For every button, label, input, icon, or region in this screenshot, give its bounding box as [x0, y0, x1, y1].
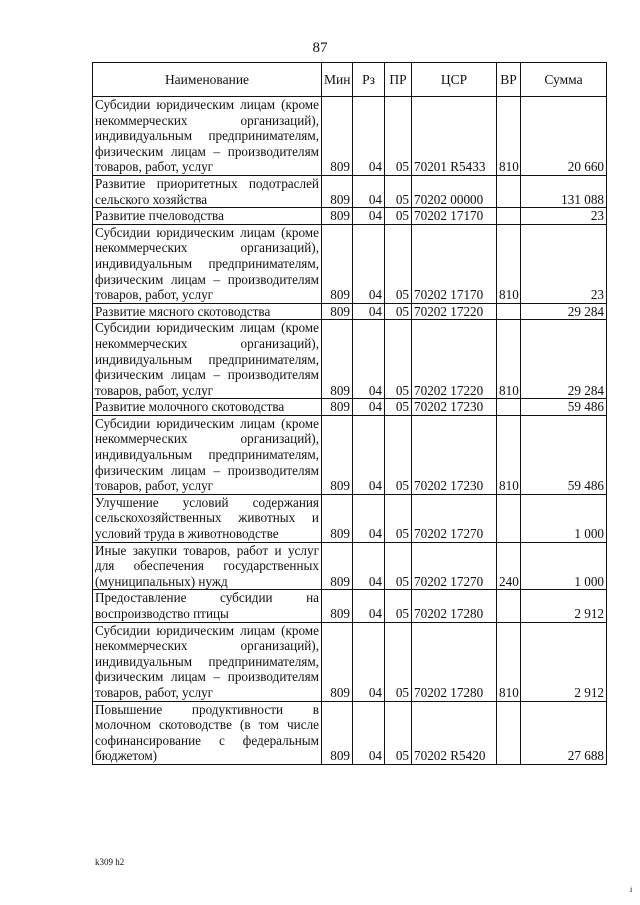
row-csr: 70201 R5433 — [412, 97, 497, 176]
column-header-sum: Сумма — [521, 63, 607, 97]
row-pr: 05 — [385, 399, 412, 416]
row-min: 809 — [322, 224, 353, 303]
column-header-rz: Рз — [353, 63, 385, 97]
row-min: 809 — [322, 303, 353, 320]
row-name: Развитие приоритетных подотраслей сельского хозяйства — [93, 175, 322, 207]
row-min: 809 — [322, 622, 353, 701]
table-row — [93, 320, 607, 399]
row-sum: 1 000 — [521, 494, 607, 542]
row-pr: 05 — [385, 622, 412, 701]
row-rz: 04 — [353, 494, 385, 542]
document-code: k309 h2 — [95, 857, 125, 867]
row-sum: 20 660 — [521, 97, 607, 176]
row-sum: 27 688 — [521, 701, 607, 764]
row-pr: 05 — [385, 590, 412, 622]
row-rz: 04 — [353, 320, 385, 399]
row-min: 809 — [322, 701, 353, 764]
row-rz: 04 — [353, 415, 385, 494]
table-row — [93, 97, 607, 176]
row-name: Развитие мясного скотоводства — [93, 303, 322, 320]
row-min: 809 — [322, 208, 353, 225]
row-pr: 05 — [385, 494, 412, 542]
row-csr: 70202 17170 — [412, 208, 497, 225]
row-pr: 05 — [385, 208, 412, 225]
row-sum: 1 000 — [521, 542, 607, 590]
row-csr: 70202 17220 — [412, 303, 497, 320]
row-sum: 29 284 — [521, 320, 607, 399]
table-row — [93, 208, 607, 225]
row-min: 809 — [322, 494, 353, 542]
column-header-min: Мин — [322, 63, 353, 97]
table-row — [93, 701, 607, 764]
row-vr — [497, 303, 521, 320]
row-vr — [497, 175, 521, 207]
row-vr: 810 — [497, 622, 521, 701]
row-csr: 70202 17270 — [412, 542, 497, 590]
row-pr: 05 — [385, 175, 412, 207]
row-vr: 240 — [497, 542, 521, 590]
table-row — [93, 590, 607, 622]
page-number: 87 — [312, 40, 328, 56]
column-header-pr: ПР — [385, 63, 412, 97]
row-sum: 2 912 — [521, 590, 607, 622]
budget-table — [92, 62, 607, 765]
row-vr: 810 — [497, 224, 521, 303]
row-vr: 810 — [497, 415, 521, 494]
row-vr — [497, 701, 521, 764]
column-header-csr: ЦСР — [412, 63, 497, 97]
row-name: Субсидии юридическим лицам (кроме некоммерческих организаций), индивидуальным предпринимателям, физическим лицам – производителям товаров, работ, услуг — [93, 622, 322, 701]
table-row — [93, 303, 607, 320]
row-name: Субсидии юридическим лицам (кроме некоммерческих организаций), индивидуальным предпринимателям, физическим лицам – производителям товаров, работ, услуг — [93, 415, 322, 494]
row-name: Улучшение условий содержания сельскохозяйственных животных и условий труда в животноводстве — [93, 494, 322, 542]
row-vr — [497, 590, 521, 622]
row-sum: 23 — [521, 224, 607, 303]
row-sum: 131 088 — [521, 175, 607, 207]
row-sum: 23 — [521, 208, 607, 225]
row-csr: 70202 17270 — [412, 494, 497, 542]
row-pr: 05 — [385, 701, 412, 764]
row-rz: 04 — [353, 97, 385, 176]
row-csr: 70202 17230 — [412, 399, 497, 416]
row-rz: 04 — [353, 622, 385, 701]
column-header-name: Наименование — [93, 63, 322, 97]
table-header-row — [93, 63, 607, 97]
row-vr — [497, 494, 521, 542]
row-csr: 70202 00000 — [412, 175, 497, 207]
table-row — [93, 175, 607, 207]
row-rz: 04 — [353, 701, 385, 764]
row-min: 809 — [322, 590, 353, 622]
row-vr — [497, 208, 521, 225]
row-sum: 29 284 — [521, 303, 607, 320]
edge-mark: i — [630, 885, 633, 894]
row-name: Субсидии юридическим лицам (кроме некоммерческих организаций), индивидуальным предпринимателям, физическим лицам – производителям товаров, работ, услуг — [93, 97, 322, 176]
row-name: Предоставление субсидии на воспроизводство птицы — [93, 590, 322, 622]
row-rz: 04 — [353, 542, 385, 590]
row-csr: 70202 17220 — [412, 320, 497, 399]
row-name: Развитие пчеловодства — [93, 208, 322, 225]
row-name: Иные закупки товаров, работ и услуг для обеспечения государственных (муниципальных) нужд — [93, 542, 322, 590]
row-sum: 59 486 — [521, 399, 607, 416]
row-csr: 70202 17280 — [412, 622, 497, 701]
row-name: Развитие молочного скотоводства — [93, 399, 322, 416]
table-row — [93, 399, 607, 416]
column-header-vr: ВР — [497, 63, 521, 97]
row-name: Повышение продуктивности в молочном скотоводстве (в том числе софинансирование с федеральным бюджетом) — [93, 701, 322, 764]
table-body — [93, 97, 607, 765]
row-rz: 04 — [353, 224, 385, 303]
row-csr: 70202 17170 — [412, 224, 497, 303]
row-vr: 810 — [497, 320, 521, 399]
table-row — [93, 542, 607, 590]
row-name: Субсидии юридическим лицам (кроме некоммерческих организаций), индивидуальным предпринимателям, физическим лицам – производителям товаров, работ, услуг — [93, 224, 322, 303]
row-csr: 70202 17230 — [412, 415, 497, 494]
row-min: 809 — [322, 399, 353, 416]
row-rz: 04 — [353, 399, 385, 416]
row-vr: 810 — [497, 97, 521, 176]
row-pr: 05 — [385, 415, 412, 494]
row-min: 809 — [322, 320, 353, 399]
row-rz: 04 — [353, 590, 385, 622]
table-row — [93, 494, 607, 542]
row-pr: 05 — [385, 542, 412, 590]
row-sum: 2 912 — [521, 622, 607, 701]
row-rz: 04 — [353, 208, 385, 225]
row-rz: 04 — [353, 303, 385, 320]
row-min: 809 — [322, 175, 353, 207]
table-row — [93, 415, 607, 494]
table-row — [93, 224, 607, 303]
row-rz: 04 — [353, 175, 385, 207]
row-pr: 05 — [385, 303, 412, 320]
row-min: 809 — [322, 415, 353, 494]
row-pr: 05 — [385, 320, 412, 399]
row-sum: 59 486 — [521, 415, 607, 494]
row-min: 809 — [322, 97, 353, 176]
row-vr — [497, 399, 521, 416]
table-row — [93, 622, 607, 701]
row-pr: 05 — [385, 97, 412, 176]
row-csr: 70202 17280 — [412, 590, 497, 622]
row-min: 809 — [322, 542, 353, 590]
row-csr: 70202 R5420 — [412, 701, 497, 764]
row-name: Субсидии юридическим лицам (кроме некоммерческих организаций), индивидуальным предпринимателям, физическим лицам – производителям товаров, работ, услуг — [93, 320, 322, 399]
row-pr: 05 — [385, 224, 412, 303]
